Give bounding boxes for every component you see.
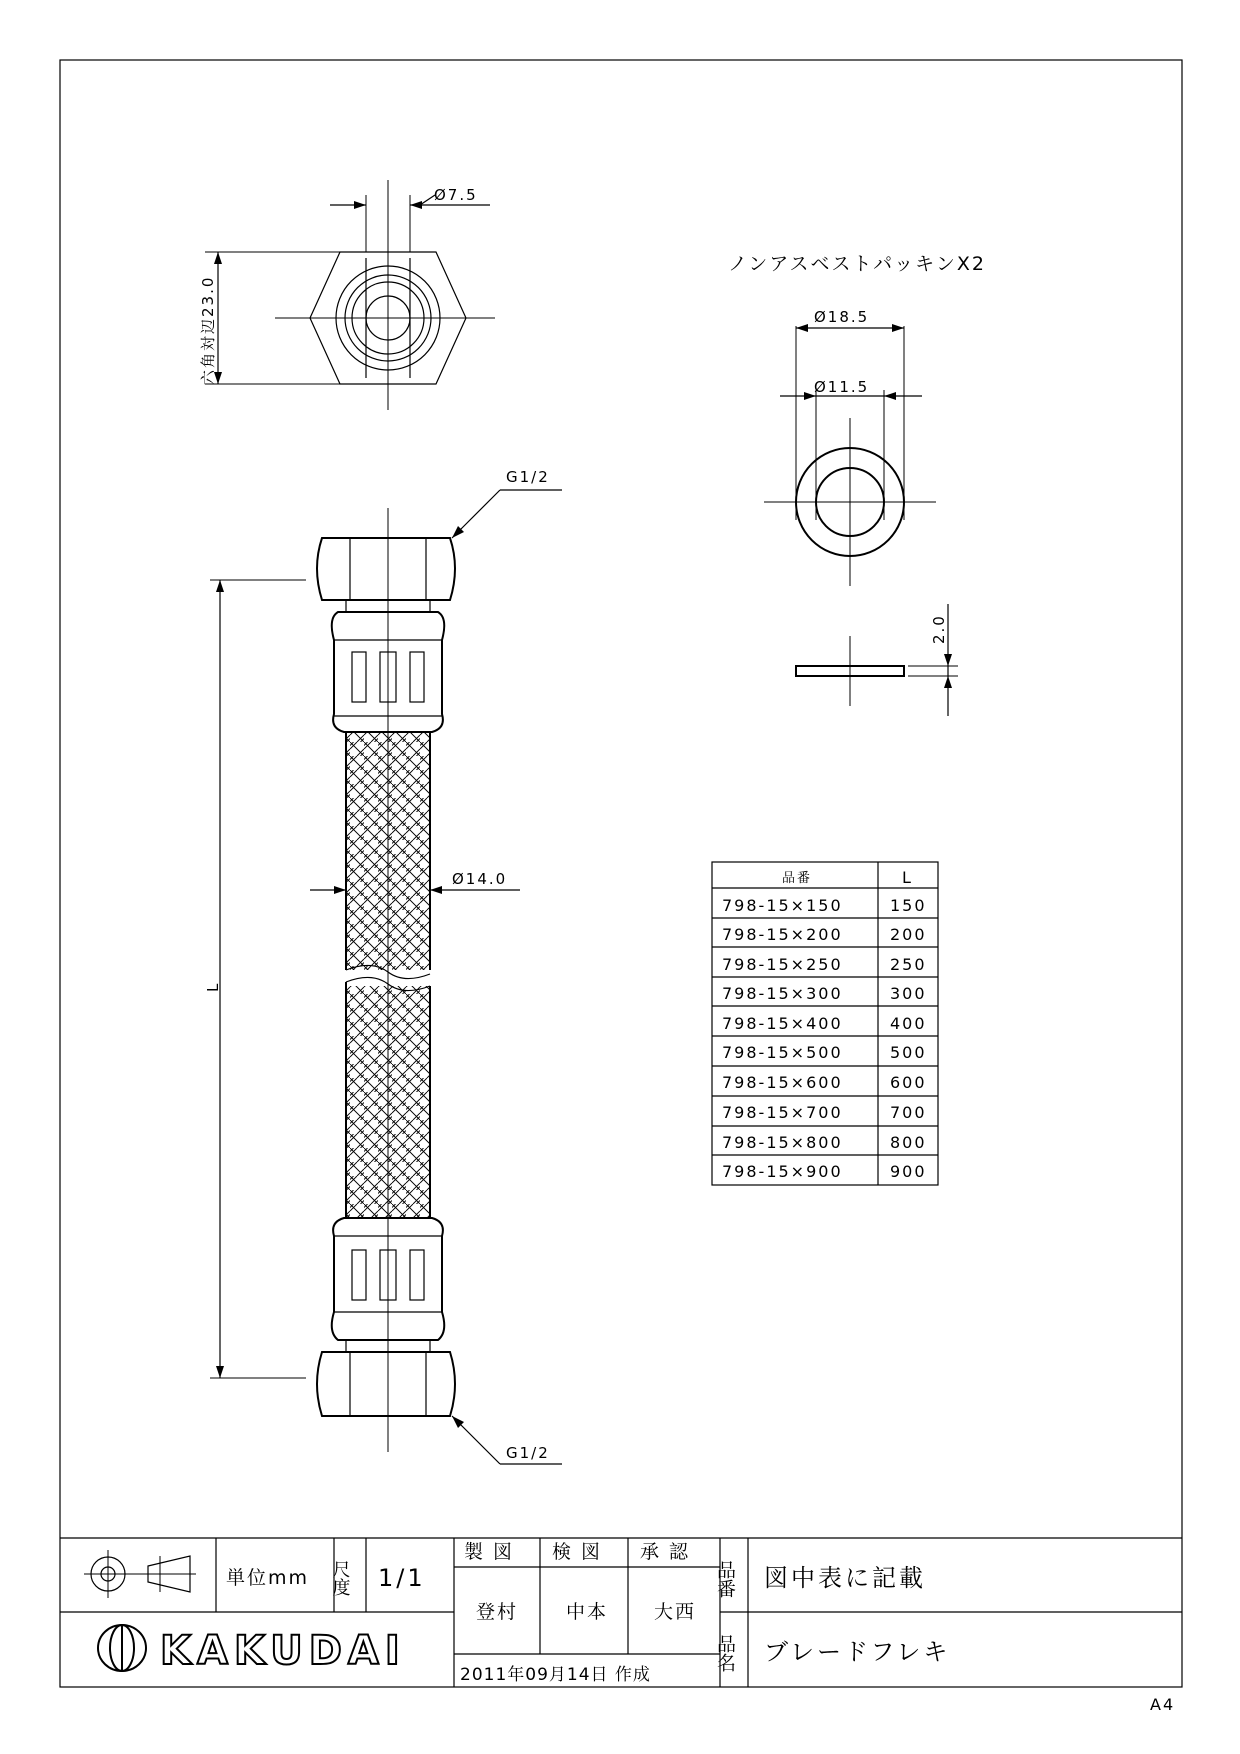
hose-dia-label: Ø14.0: [452, 870, 508, 888]
approved-label: 承 認: [640, 1541, 691, 1563]
table-cell-part: 798-15×900: [722, 1162, 843, 1181]
product-name-label: 品名: [714, 1634, 736, 1672]
table-cell-part: 798-15×500: [722, 1043, 843, 1062]
table-cell-part: 798-15×800: [722, 1133, 843, 1152]
hex-dim-label: 六角対辺23.0: [199, 275, 217, 385]
table-cell-length: 200: [890, 925, 927, 944]
table-cell-length: 900: [890, 1162, 927, 1181]
drawn-by: 登村: [476, 1601, 519, 1623]
checked-label: 検 図: [552, 1541, 603, 1563]
bore-dim-label: Ø7.5: [434, 186, 478, 204]
sheet-border: [60, 60, 1182, 1687]
table-cell-length: 600: [890, 1073, 927, 1092]
company-name: KAKUDAI: [160, 1628, 406, 1674]
approved-by: 大西: [654, 1601, 697, 1623]
packing-od-label: Ø18.5: [814, 308, 870, 326]
packing-thk-label: 2.0: [930, 614, 948, 644]
date-created: 2011年09月14日 作成: [460, 1665, 651, 1685]
length-label: L: [204, 981, 222, 992]
table-cell-length: 700: [890, 1103, 927, 1122]
table-cell-part: 798-15×600: [722, 1073, 843, 1092]
table-cell-part: 798-15×300: [722, 984, 843, 1003]
table-cell-part: 798-15×400: [722, 1014, 843, 1033]
third-angle-projection-icon: [84, 1550, 196, 1598]
table-cell-length: 800: [890, 1133, 927, 1152]
scale-value: 1/1: [378, 1564, 426, 1592]
table-header-length: L: [902, 868, 913, 887]
part-no-value: 図中表に記載: [764, 1564, 926, 1592]
part-no-label: 品番: [714, 1560, 736, 1598]
table-cell-part: 798-15×250: [722, 955, 843, 974]
kakudai-logo: [98, 1625, 406, 1674]
scale-label: 尺度: [329, 1560, 351, 1596]
hose-side-view: [210, 490, 562, 1464]
table-header-part: 品番: [782, 871, 813, 886]
table-cell-length: 250: [890, 955, 927, 974]
table-cell-length: 150: [890, 896, 927, 915]
table-cell-part: 798-15×700: [722, 1103, 843, 1122]
thread-bottom-label: G1/2: [506, 1444, 550, 1462]
table-cell-length: 400: [890, 1014, 927, 1033]
thread-top-label: G1/2: [506, 468, 550, 486]
product-name-value: ブレードフレキ: [764, 1638, 951, 1666]
packing-id-label: Ø11.5: [814, 378, 870, 396]
table-cell-length: 500: [890, 1043, 927, 1062]
sheet-size: A4: [1150, 1695, 1176, 1714]
drawn-label: 製 図: [464, 1541, 515, 1563]
hex-nut-top-view: [205, 180, 495, 410]
table-cell-part: 798-15×150: [722, 896, 843, 915]
packing-title: ノンアスベストパッキンX2: [728, 253, 987, 275]
table-cell-length: 300: [890, 984, 927, 1003]
checked-by: 中本: [566, 1601, 609, 1623]
unit-label: 単位mm: [226, 1567, 310, 1589]
table-cell-part: 798-15×200: [722, 925, 843, 944]
